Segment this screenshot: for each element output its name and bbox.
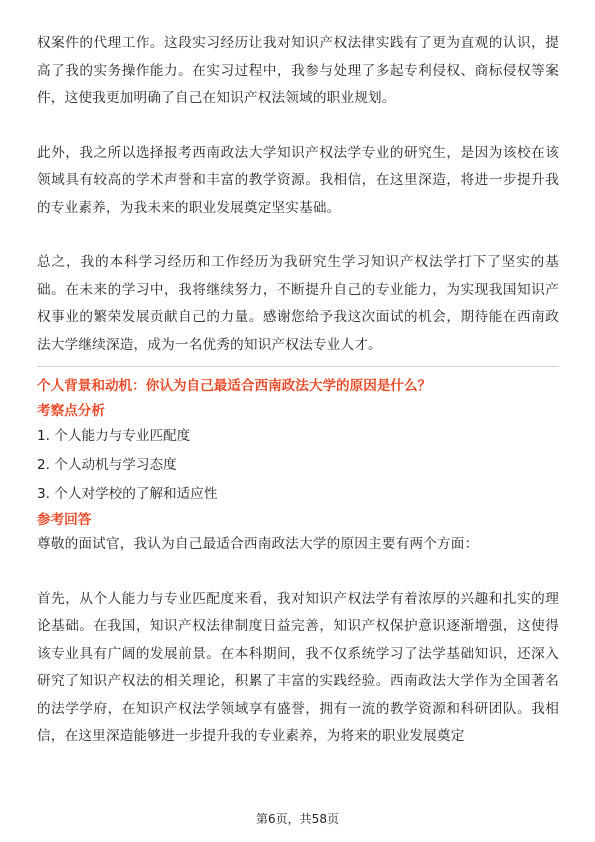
page-content: [37, 30, 559, 751]
paragraph-gap: [37, 559, 559, 586]
analysis-list: [37, 422, 559, 509]
page-number: 第6页，共58页: [256, 812, 339, 826]
answer-greeting: 尊敬的面试官，我认为自己最适合西南政法大学的原因主要有两个方面：: [37, 536, 479, 552]
answer-title: 参考回答: [37, 512, 92, 528]
answer-body: 首先，从个人能力与专业匹配度来看，我对知识产权法学有着浓厚的兴趣和扎实的理论基础。在我国，知识产权法律制度日益完善，知识产权保护意识逐渐增强，这使得该专业具有广阔的发展前景。在本科期间，我不仅系统学习了法学基础知识，还深入研究了知识产权法的相关理论，积累了丰富的实践经验。西南政法大学作为全国著名的法学学府，在知识产权法学领域享有盛誉，拥有一流的教学资源和科研团队。我相信，在这里深造能够进一步提升我的专业素养，为将来的职业发展奠定: [37, 590, 559, 744]
list-item: 2. 个人动机与学习态度: [37, 457, 177, 473]
paragraph-internship: 权案件的代理工作。这段实习经历让我对知识产权法律实践有了更为直观的认识，提高了我的实务操作能力。在实习过程中，我参与处理了多起专利侵权、商标侵权等案件，这使我更加明确了自己在知识产权法领域的职业规划。: [37, 35, 559, 106]
question-heading: 个人背景和动机：你认为自己最适合西南政法大学的原因是什么？: [37, 378, 432, 394]
paragraph-gap: [37, 113, 559, 140]
list-item: 3. 个人对学校的了解和适应性: [37, 486, 218, 502]
paragraph-conclusion: 总之，我的本科学习经历和工作经历为我研究生学习知识产权法学打下了坚实的基础。在未来的学习中，我将继续努力，不断提升自己的专业能力，为实现我国知识产权事业的繁荣发展贡献自己的力量。感谢您给予我这次面试的机会，期待能在西南政法大学继续深造，成为一名优秀的知识产权法专业人才。: [37, 254, 559, 353]
paragraph-school-choice: 此外，我之所以选择报考西南政法大学知识产权法学专业的研究生，是因为该校在该领域具有较高的学术声誉和丰富的教学资源。我相信，在这里深造，将进一步提升我的专业素养，为我未来的职业发展奠定坚实基础。: [37, 144, 559, 216]
paragraph-gap: [37, 222, 559, 249]
analysis-title: 考察点分析: [37, 403, 105, 419]
list-item: 1. 个人能力与专业匹配度: [37, 428, 191, 444]
section-divider: [37, 366, 559, 367]
